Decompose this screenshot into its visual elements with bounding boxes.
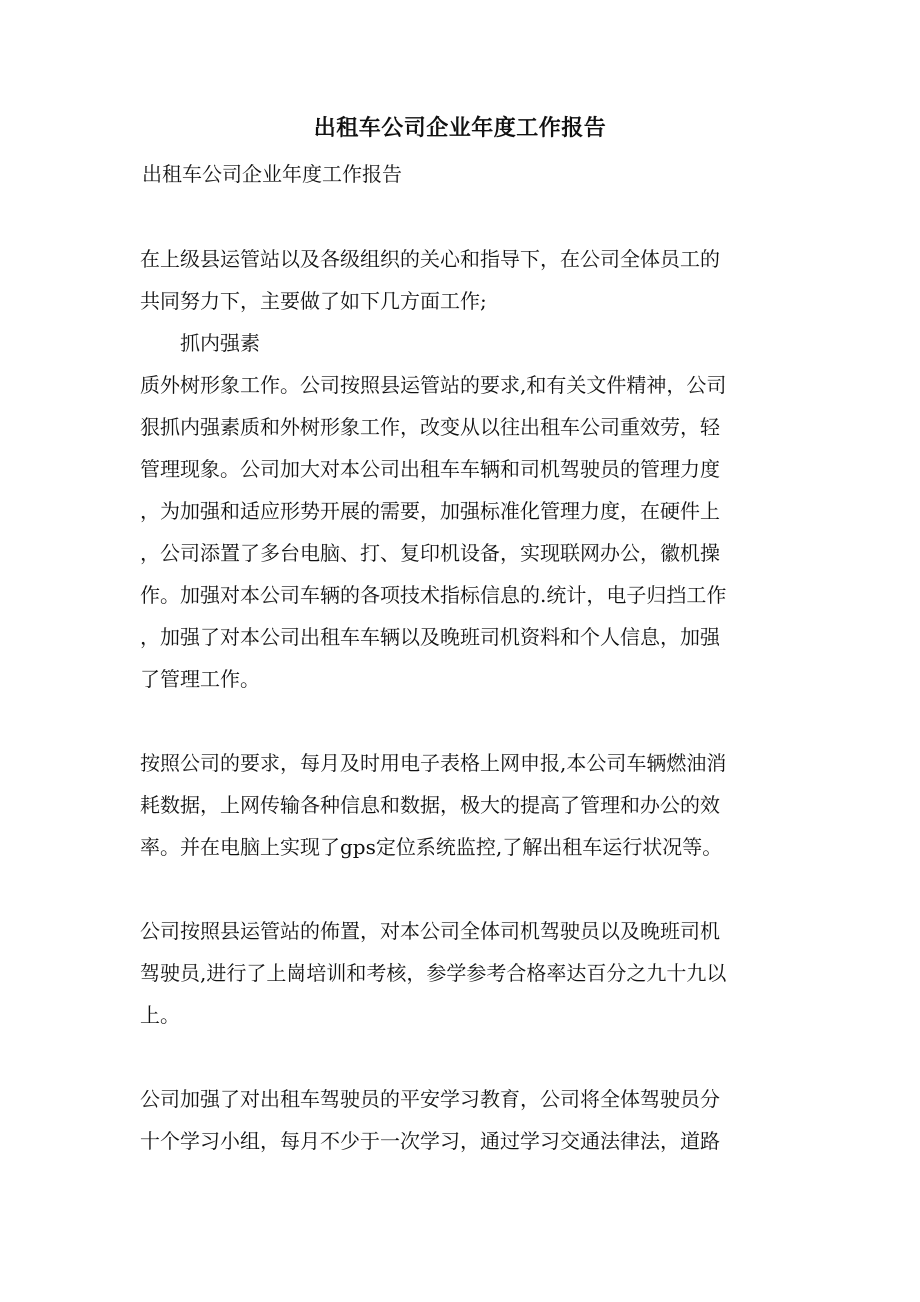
paragraph-intro [140, 238, 790, 322]
text-line: 十个学习小组，每月不少于一次学习，通过学习交通法律法，道路 [140, 1129, 720, 1153]
text-line: 作。加强对本公司车辆的各项技术指标信息的.统计，电子归挡工作 [140, 583, 727, 607]
text-line: 在上级县运管站以及各级组织的关心和指导下，在公司全体员工的 [140, 247, 720, 271]
paragraph-safety-education [140, 1078, 790, 1162]
text-line: ，加强了对本公司出租车车辆以及晚班司机资料和个人信息，加强 [140, 625, 720, 649]
paragraph-section-heading [140, 322, 830, 364]
text-line: 狠抓内强素质和外树形象工作，改变从以往出租车公司重效劳，轻 [140, 415, 720, 439]
text-line: 按照公司的要求，每月及时用电子表格上网申报,本公司车辆燃油消 [140, 751, 727, 775]
paragraph-management [140, 364, 790, 700]
text-line: 上。 [140, 1003, 180, 1027]
paragraph-training [140, 910, 790, 1036]
text-line: 共同努力下，主要做了如下几方面工作; [140, 289, 487, 313]
document-title: 出租车公司企业年度工作报告 [313, 115, 607, 141]
text-line: 耗数据，上网传输各种信息和数据，极大的提高了管理和办公的效 [140, 793, 720, 817]
text-line: 管理现象。公司加大对本公司出租车车辆和司机驾驶员的管理力度 [140, 457, 720, 481]
text-line: ，公司添置了多台电脑、打、复印机设备，实现联网办公，徽机操 [140, 541, 720, 565]
text-line: 公司加强了对出租车驾驶员的平安学习教育，公司将全体驾驶员分 [140, 1087, 720, 1111]
document-subtitle: 出租车公司企业年度工作报告 [142, 162, 402, 186]
text-line: 了管理工作。 [140, 667, 260, 691]
text-line: 质外树形象工作。公司按照县运管站的要求,和有关文件精神，公司 [140, 373, 727, 397]
paragraph-online-reporting [140, 742, 790, 868]
text-line: ，为加强和适应形势开展的需要，加强标准化管理力度，在硬件上 [140, 499, 720, 523]
text-line: 驾驶员,进行了上崗培训和考核，参学参考合格率达百分之九十九以 [140, 961, 727, 985]
text-line: 抓内强素 [180, 331, 260, 355]
text-line: 公司按照县运管站的佈置，对本公司全体司机驾驶员以及晚班司机 [140, 919, 720, 943]
text-line: 率。并在电脑上实现了gps定位系统监控,了解出租车运行状况等。 [140, 835, 723, 859]
